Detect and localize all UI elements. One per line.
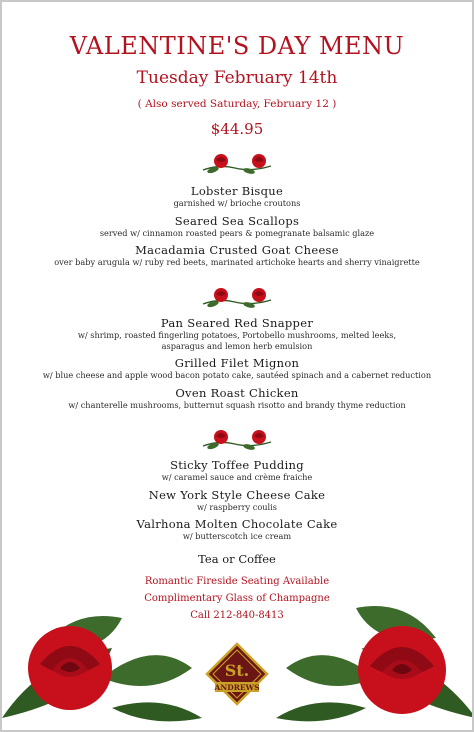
- item-description: garnished w/ brioche croutons: [173, 198, 301, 208]
- menu-item: [2, 458, 472, 483]
- item-name: Oven Roast Chicken: [175, 385, 299, 400]
- menu-item: [2, 517, 472, 542]
- also-served-note: ( Also served Saturday, February 12 ): [137, 98, 337, 110]
- logo-st-text: St.: [224, 661, 250, 680]
- item-description: w/ raspberry coulis: [197, 501, 277, 512]
- item-description: w/ butterscotch ice cream: [182, 531, 292, 541]
- item-name: New York Style Cheese Cake: [148, 487, 326, 502]
- beverage-item: Tea or Coffee: [198, 552, 276, 566]
- item-description: w/ chanterelle mushrooms, butternut squash risotto and brandy thyme reduction: [68, 399, 406, 410]
- rose-divider: [2, 150, 472, 176]
- rose-pair-icon: [201, 150, 273, 176]
- item-name: Valrhona Molten Chocolate Cake: [136, 517, 338, 531]
- menu-item: [2, 316, 472, 351]
- item-name: Sticky Toffee Pudding: [170, 458, 304, 472]
- menu-price: $44.95: [210, 120, 264, 138]
- champagne-note: Complimentary Glass of Champagne: [144, 593, 330, 604]
- course-starters: [2, 184, 472, 273]
- fireside-seating-note: Romantic Fireside Seating Available: [144, 576, 330, 587]
- st-andrews-logo: [205, 642, 269, 706]
- menu-item: [2, 386, 472, 411]
- menu-item: [2, 184, 472, 209]
- item-description: w/ blue cheese and apple wood bacon potato cake, sautéed spinach and a cabernet reduction: [42, 370, 432, 380]
- logo-andrews-text: ANDREWS: [214, 683, 260, 692]
- item-name: Lobster Bisque: [190, 184, 284, 198]
- rose-divider: [2, 426, 472, 452]
- menu-item: [2, 488, 472, 513]
- menu-title: VALENTINE'S DAY MENU: [69, 32, 405, 60]
- menu-date: Tuesday February 14th: [136, 68, 338, 88]
- course-desserts: [2, 458, 472, 547]
- menu-item: [2, 356, 472, 381]
- item-description: served w/ cinnamon roasted pears & pomegranate balsamic glaze: [99, 227, 375, 238]
- item-description: w/ caramel sauce and crème fraiche: [161, 472, 313, 482]
- item-description: w/ shrimp, roasted fingerling potatoes, Portobello mushrooms, melted leeks, asparagus and lemon herb emulsion: [77, 330, 397, 351]
- course-entrees: [2, 316, 472, 415]
- rose-pair-icon: [201, 284, 273, 310]
- item-name: Grilled Filet Mignon: [174, 356, 300, 370]
- phone-number: Call 212-840-8413: [190, 610, 284, 621]
- item-description: over baby arugula w/ ruby red beets, marinated artichoke hearts and sherry vinaigrette: [54, 257, 420, 267]
- rose-divider: [2, 284, 472, 310]
- rose-pair-icon: [201, 426, 273, 452]
- item-name: Pan Seared Red Snapper: [160, 316, 314, 330]
- item-name: Seared Sea Scallops: [174, 213, 300, 228]
- menu-item: [2, 214, 472, 239]
- item-name: Macadamia Crusted Goat Cheese: [135, 243, 339, 257]
- menu-item: [2, 243, 472, 268]
